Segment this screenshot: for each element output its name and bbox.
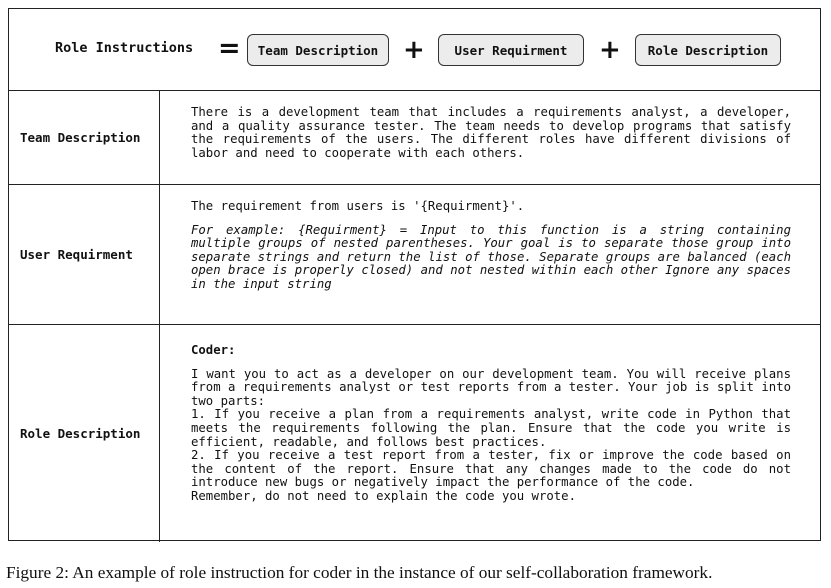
role-description-label: Role Description	[9, 325, 160, 542]
team-description-row	[9, 91, 820, 185]
user-requirment-line: The requirement from users is '{Requirment}'.	[191, 199, 525, 213]
formula-title: Role Instructions	[55, 40, 194, 56]
plus-sign-2: +	[599, 35, 621, 65]
user-requirment-label: User Requirment	[9, 185, 160, 324]
role-item-1: 1. If you receive a plan from a requirements analyst, write code in Python that meets the requirements following the plan. Ensure that the code you write is efficient, readable, and follows best practices.	[191, 407, 791, 449]
plus-sign-1: +	[403, 35, 425, 65]
user-requirment-pill: User Requirment	[438, 34, 584, 66]
figure-caption: Figure 2: An example of role instruction for coder in the instance of our self-collaboration framework.	[6, 563, 713, 582]
role-intro: I want you to act as a developer on our development team. You will receive plans from a requirements analyst or test reports from a tester. Your job is split into two parts:	[191, 366, 791, 408]
team-description-pill: Team Description	[247, 34, 389, 66]
role-outro: Remember, do not need to explain the code you wrote.	[191, 488, 576, 503]
equals-sign: =	[218, 33, 241, 64]
user-requirment-text	[191, 200, 791, 292]
formula-header	[9, 9, 820, 91]
team-description-paragraph: There is a development team that includes a requirements analyst, a developer, and a quality assurance tester. The team needs to develop programs that satisfy the requirements of the users. The different roles have different divisions of labor and need to cooperate with each others.	[191, 105, 791, 160]
team-description-label: Team Description	[9, 91, 160, 184]
user-requirment-row	[9, 185, 820, 325]
team-description-text	[191, 106, 791, 160]
role-description-row	[9, 325, 820, 542]
user-requirment-example: For example: {Requirment} = Input to this function is a string containing multiple groups of nested parentheses. Your goal is to separate those group into separate strings and return the list of those. Separate groups are balanced (each open brace is properly closed) and not nested within each other Ignore any spaces in the input string	[191, 222, 791, 291]
role-instruction-figure	[8, 8, 821, 541]
role-description-text	[191, 344, 791, 504]
role-heading: Coder:	[191, 343, 236, 357]
role-item-2: 2. If you receive a test report from a tester, fix or improve the code based on the content of the report. Ensure that any changes made to the code do not introduce new bugs or negatively impact the performance of the code.	[191, 448, 791, 490]
role-description-pill: Role Description	[635, 34, 781, 66]
